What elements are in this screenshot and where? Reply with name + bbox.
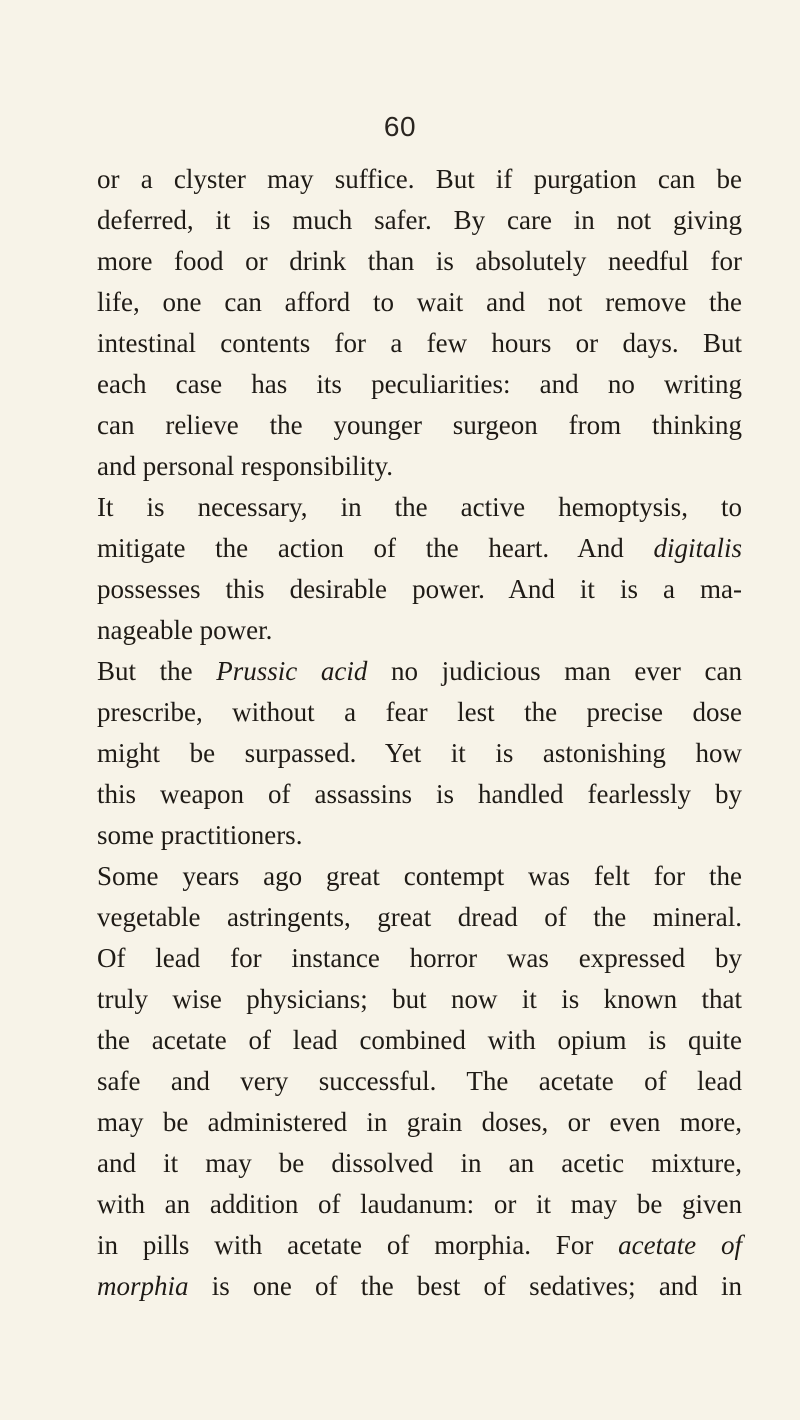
text-line (97, 1061, 742, 1102)
text-segment: and it may be dissolved in an acetic mixture, (97, 1148, 742, 1178)
text-line (97, 405, 742, 446)
text-line (97, 282, 742, 323)
text-segment: no judicious man ever can (367, 656, 742, 686)
text-line (97, 1225, 742, 1266)
text-line (97, 241, 742, 282)
text-segment: and personal responsibility. (97, 451, 393, 481)
text-line (97, 1020, 742, 1061)
text-segment: Some years ago great contempt was felt for the (97, 861, 742, 891)
text-segment: intestinal contents for a few hours or days. But (97, 328, 742, 358)
text-line (97, 733, 742, 774)
text-segment: this weapon of assassins is handled fearlessly by (97, 779, 742, 809)
text-line (97, 692, 742, 733)
text-segment: is one of the best of sedatives; and in (188, 1271, 742, 1301)
italic-text-segment: acetate of (618, 1230, 742, 1260)
text-line (97, 815, 742, 856)
text-segment: life, one can afford to wait and not remove the (97, 287, 742, 317)
text-segment: It is necessary, in the active hemoptysis, to (97, 492, 742, 522)
body-text (97, 159, 742, 1307)
text-line (97, 938, 742, 979)
text-segment: each case has its peculiarities: and no writing (97, 369, 742, 399)
text-segment: But the (97, 656, 217, 686)
text-line (97, 1184, 742, 1225)
italic-text-segment: digitalis (653, 533, 742, 563)
text-segment: more food or drink than is absolutely needful for (97, 246, 742, 276)
text-line (97, 774, 742, 815)
text-segment: some practitioners. (97, 820, 303, 850)
text-segment: with an addition of laudanum: or it may be given (97, 1189, 742, 1219)
text-line (97, 897, 742, 938)
text-line (97, 1266, 742, 1307)
text-line (97, 856, 742, 897)
text-segment: possesses this desirable power. And it is a ma- (97, 574, 742, 604)
text-segment: Of lead for instance horror was expressed by (97, 943, 742, 973)
text-line (97, 200, 742, 241)
text-segment: or a clyster may suffice. But if purgation can be (97, 164, 742, 194)
text-segment: mitigate the action of the heart. And (97, 533, 654, 563)
text-line (97, 651, 742, 692)
text-segment: deferred, it is much safer. By care in not giving (97, 205, 742, 235)
text-line (97, 446, 742, 487)
text-segment: safe and very successful. The acetate of lead (97, 1066, 742, 1096)
text-line (97, 1143, 742, 1184)
text-line (97, 1102, 742, 1143)
text-line (97, 569, 742, 610)
text-line (97, 528, 742, 569)
text-segment: may be administered in grain doses, or even more, (97, 1107, 742, 1137)
text-line (97, 610, 742, 651)
text-segment: the acetate of lead combined with opium is quite (97, 1025, 742, 1055)
text-line (97, 487, 742, 528)
italic-text-segment: Prussic acid (216, 656, 368, 686)
text-segment: nageable power. (97, 615, 273, 645)
text-line (97, 323, 742, 364)
text-segment: in pills with acetate of morphia. For (97, 1230, 619, 1260)
text-segment: truly wise physicians; but now it is known that (97, 984, 742, 1014)
text-line (97, 979, 742, 1020)
text-segment: might be surpassed. Yet it is astonishing how (97, 738, 742, 768)
text-segment: prescribe, without a fear lest the precise dose (97, 697, 742, 727)
text-line (97, 159, 742, 200)
page-number: 60 (383, 111, 417, 142)
text-segment: can relieve the younger surgeon from thinking (97, 410, 742, 440)
text-segment: vegetable astringents, great dread of the mineral. (97, 902, 742, 932)
text-line (97, 364, 742, 405)
italic-text-segment: morphia (97, 1271, 189, 1301)
